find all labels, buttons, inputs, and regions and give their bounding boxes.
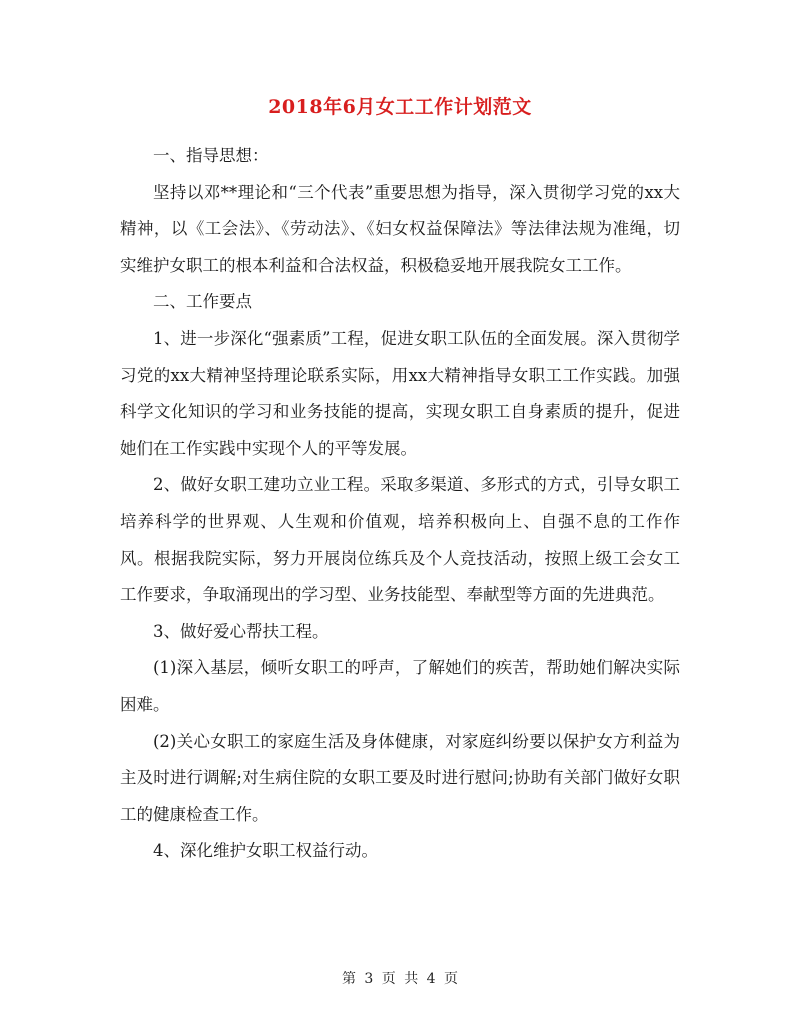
document-body	[120, 138, 680, 870]
paragraph-point-3-sub-1: (1)深入基层，倾听女职工的呼声，了解她们的疾苦，帮助她们解决实际困难。	[120, 658, 680, 714]
document-title: 2018年6月女工工作计划范文	[268, 96, 532, 118]
paragraph-point-3: 3、做好爱心帮扶工程。	[153, 621, 329, 641]
paragraph-point-1: 1、进一步深化“强素质”工程，促进女职工队伍的全面发展。深入贯彻学习党的xx大精神坚持理论联系实际，用xx大精神指导女职工工作实践。加强科学文化知识的学习和业务技能的提高，实现女职工自身素质的提升，促进她们在工作实践中实现个人的平等发展。	[120, 328, 680, 458]
paragraph-point-4: 4、深化维护女职工权益行动。	[153, 841, 378, 861]
page-footer: 第 3 页 共 4 页	[341, 971, 459, 987]
paragraph-point-3-sub-2: (2)关心女职工的家庭生活及身体健康，对家庭纠纷要以保护女方利益为主及时进行调解;对生病住院的女职工要及时进行慰问;协助有关部门做好女职工的健康检查工作。	[120, 731, 680, 824]
paragraph-heading-guiding-thought: 一、指导思想：	[153, 146, 269, 165]
paragraph-heading-work-points: 二、工作要点	[153, 292, 252, 312]
paragraph-point-2: 2、做好女职工建功立业工程。采取多渠道、多形式的方式，引导女职工培养科学的世界观、人生观和价值观，培养积极向上、自强不息的工作作风。根据我院实际，努力开展岗位练兵及个人竞技活动，按照上级工会女工工作要求，争取涌现出的学习型、业务技能型、奉献型等方面的先进典范。	[120, 475, 680, 605]
paragraph-guiding-thought: 坚持以邓**理论和“三个代表”重要思想为指导，深入贯彻学习党的xx大精神，以《工会法》、《劳动法》、《妇女权益保障法》等法律法规为准绳，切实维护女职工的根本利益和合法权益，积极稳妥地开展我院女工工作。	[120, 182, 680, 275]
